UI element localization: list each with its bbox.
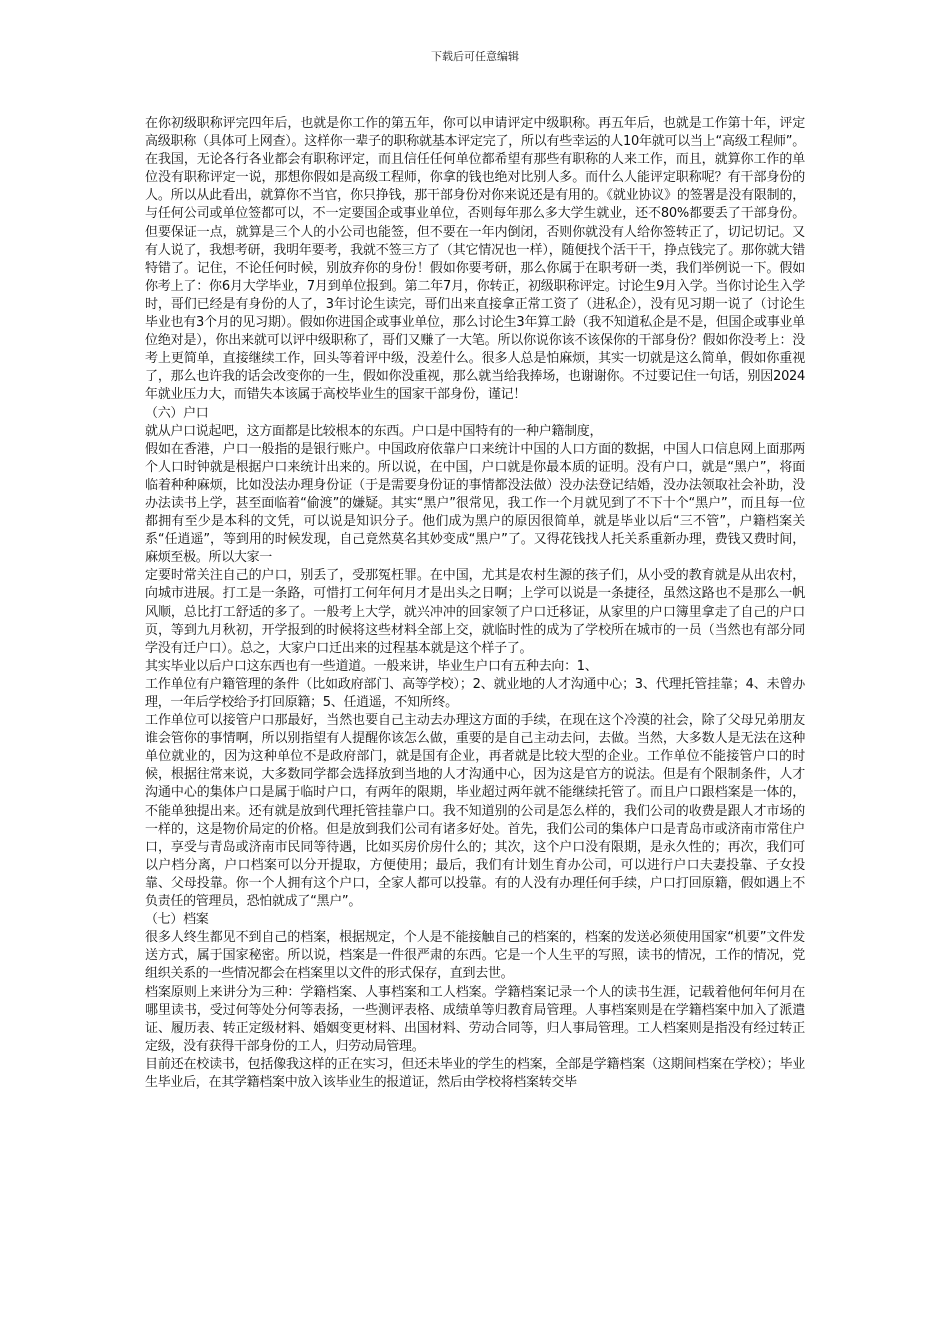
document-body [145, 115, 805, 1092]
paragraph-hukou-intro: 就从户口说起吧，这方面都是比较根本的东西。户口是中国特有的一种户籍制度， [145, 423, 603, 439]
paragraph-hukou-destinations-list: 工作单位有户籍管理的条件（比如政府部门、高等学校）；2、就业地的人才沟通中心；3、代理托管挂靠；4、未曾办理，一年后学校给予打回原籍；5、任逍遥，不知所终。 [145, 676, 805, 710]
paragraph-professional-title: 在你初级职称评完四年后，也就是你工作的第五年，你可以申请评定中级职称。再五年后，也就是工作第十年，评定高级职称（具体可上网查）。这样你一辈子的职称就基本评定完了，所以有些幸运的人10年就可以当上“高级工程师”。在我国，无论各行各业都会有职称评定，而且信任任何单位都希望有那些有职称的人来工作，而且，就算你工作的单位没有职称评定一说，那想你假如是高级工程师，你拿的钱也绝对比别人多。而什么人能评定职称呢？有干部身份的人。所以从此看出，就算你不当官，你只挣钱，那干部身份对你来说还是有用的。《就业协议》的签署是没有限制的，与任何公司或单位签都可以，不一定要国企或事业单位，否则每年那么多大学生就业，还不80%都要丢了干部身份。但要保证一点，就算是三个人的小公司也能签，但不要在一年内倒闭，否则你就没有人给你签转正了，切记切记。又有人说了，我想考研，我明年要考，我就不签三方了（其它情况也一样），随便找个活干干，挣点钱完了。那你就大错特错了。记住，不论任何时候，别放弃你的身份！假如你要考研，那么你属于在职考研一类，我们举例说一下。假如你考上了：你6月大学毕业，7月到单位报到。第二年7月，你转正，初级职称评定。讨论生9月入学。当你讨论生入学时，哥们已经是有身份的人了，3年讨论生读完，哥们出来直接拿正常工资了（进私企），没有见习期一说了（讨论生毕业也有3个月的见习期）。假如你进国企或事业单位，那么讨论生3年算工龄（我不知道私企是不是，但国企或事业单位绝对是），你出来就可以评中级职称了，哥们又赚了一大笔。所以你说你该不该保你的干部身份？假如你没考上：没考上更简单，直接继续工作，回头等着评中级，没差什么。很多人总是怕麻烦，其实一切就是这么简单，假如你重视了，那么也许我的话会改变你的一生，假如你没重视，那么就当给我捧场，也谢谢你。不过要记住一句话，别因2024年就业压力大，而错失本该属于高校毕业生的国家干部身份，谨记！ [145, 116, 805, 403]
paragraph-archive-types: 档案原则上来讲分为三种：学籍档案、人事档案和工人档案。学籍档案记录一个人的读书生涯，记载着他何年何月在哪里读书，受过何等处分何等表扬，一些测评表格、成绩单等归教育局管理。人事档案则是在学籍档案中加入了派遣证、履历表、转正定级材料、婚姻变更材料、出国材料、劳动合同等，归人事局管理。工人档案则是指没有经过转正定级，没有获得干部身份的工人，归劳动局管理。 [145, 984, 805, 1054]
section-heading-hukou: （六）户口 [145, 405, 209, 421]
section-heading-archive: （七）档案 [145, 912, 209, 928]
paragraph-archive-intro: 很多人终生都见不到自己的档案，根据规定，个人是不能接触自己的档案的，档案的发送必须使用国家“机要”文件发送方式，属于国家秘密。所以说，档案是一件很严肃的东西。它是一个人生平的写照，读书的情况，工作的情况，党组织关系的一些情况都会在档案里以文件的形式保存，直到去世。 [145, 930, 805, 982]
paragraph-archive-students: 目前还在校读书，包括像我这样的正在实习，但还未毕业的学生的档案，全部是学籍档案（这期间档案在学校）；毕业生毕业后，在其学籍档案中放入该毕业生的报道证，然后由学校将档案转交毕 [145, 1056, 805, 1090]
page-header: 下载后可任意编辑 [431, 50, 519, 63]
paragraph-hukou-destinations-intro: 其实毕业以后户口这东西也有一些道道。一般来讲，毕业生户口有五种去向：1、 [145, 658, 598, 674]
paragraph-hukou-definition: 假如在香港，户口一般指的是银行账户。中国政府依靠户口来统计中国的人口方面的数据，中国人口信息网上面那两个人口时钟就是根据户口来统计出来的。所以说，在中国，户口就是你最本质的证明。没有户口，就是“黑户”，将面临着种种麻烦，比如没法办理身份证（于是需要身份证的事情都没法做）没办法登记结婚，没办法领取社会补助，没办法读书上学，甚至面临着“偷渡”的嫌疑。其实“黑户”很常见，我工作一个月就见到了不下十个“黑户”，而且每一位都拥有至少是本科的文凭，可以说是知识分子。他们成为黑户的原因很简单，就是毕业以后“三不管”，户籍档案关系“任逍遥”，等到用的时候发现，自己竟然莫名其妙变成“黑户”了。又得花钱找人托关系重新办理，费钱又费时间，麻烦至极。所以大家一 [145, 441, 805, 566]
paragraph-hukou-employer: 工作单位可以接管户口那最好，当然也要自己主动去办理这方面的手续，在现在这个冷漠的社会，除了父母兄弟朋友谁会管你的事情啊，所以别指望有人提醒你该怎么做，重要的是自己主动去问，去做。当然，大多数人是无法在这种单位就业的，因为这种单位不是政府部门，就是国有企业，再者就是比较大型的企业。工作单位不能接管户口的时候，根据往常来说，大多数同学都会选择放到当地的人才沟通中心，因为这是官方的说法。但是有个限制条件，人才沟通中心的集体户口是属于临时户口，有两年的限期，毕业超过两年就不能继续托管了。而且户口跟档案是一体的，不能单独提出来。还有就是放到代理托管挂靠户口。我不知道别的公司是怎么样的，我们公司的收费是跟人才市场的一样的，这是物价局定的价格。但是放到我们公司有诸多好处。首先，我们公司的集体户口是青岛市或济南市常住户口，享受与青岛或济南市民同等待遇，比如买房价房什么的；其次，这个户口没有限期，是永久性的；再次，我们可以户档分离，户口档案可以分开提取，方便使用；最后，我们有计划生育办公司，可以进行户口夫妻投靠、子女投靠、父母投靠。你一个人拥有这个户口，全家人都可以投靠。有的人没有办理任何手续，户口打回原籍，假如遇上不负责任的管理员，恐怕就成了“黑户”。 [145, 713, 805, 910]
paragraph-hukou-migration: 定要时常关注自己的户口，别丢了，受那冤枉罪。在中国，尤其是农村生源的孩子们，从小受的教育就是从出农村，向城市进展。打工是一条路，可惜打工何年何月才是出头之日啊；上学可以说是一条捷径，虽然这路也不是那么一帆风顺，总比打工舒适的多了。一般考上大学，就兴冲冲的回家领了户口迁移证，从家里的户口簿里拿走了自己的户口页，等到九月秋初，开学报到的时候将这些材料全部上交，就临时性的成为了学校所在城市的一员（当然也有部分同学没有迁户口）。总之，大家户口迁出来的过程基本就是这个样子了。 [145, 568, 805, 656]
